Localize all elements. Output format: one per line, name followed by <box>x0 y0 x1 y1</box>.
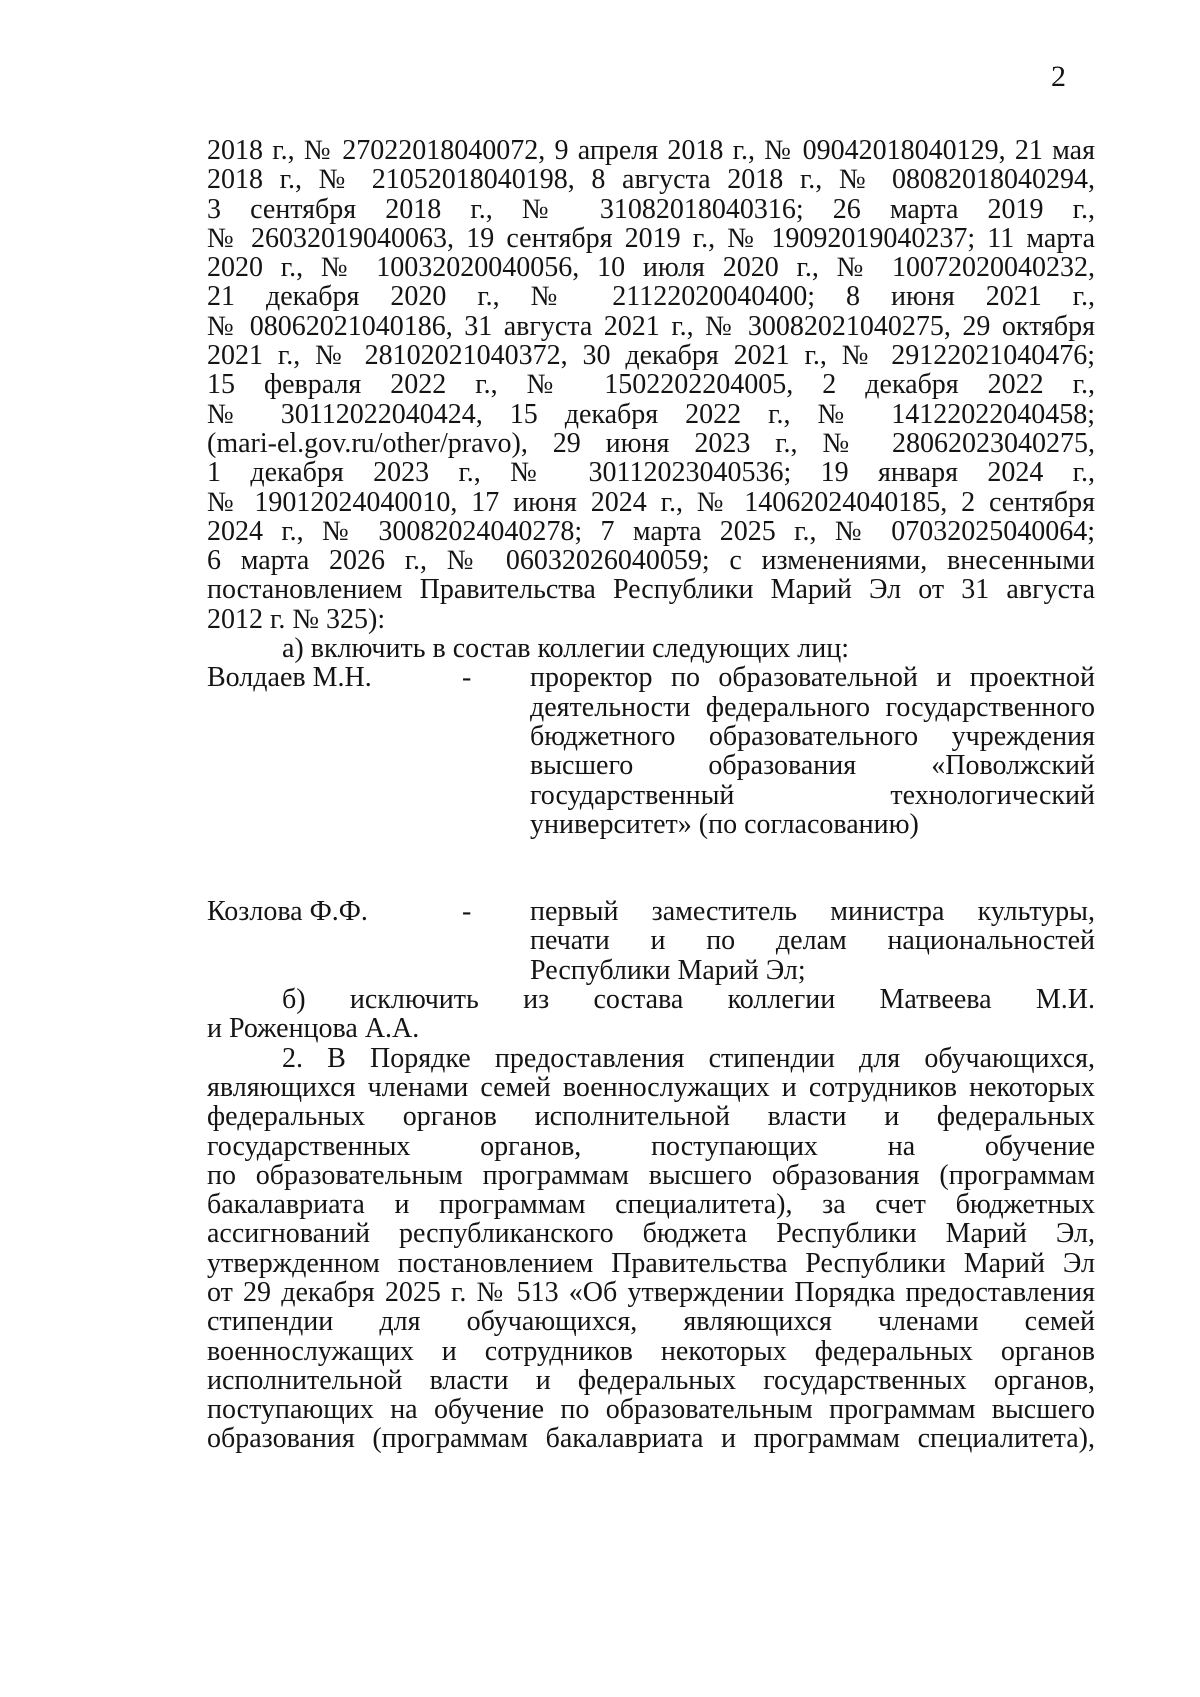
text-line: № 26032019040063, 19 сентября 2019 г., № 19092019040237; 11 марта <box>207 222 1095 254</box>
item-2-paragraph <box>207 1044 1095 1454</box>
text-line: а) включить в состав коллегии следующих лиц: <box>282 633 849 665</box>
text-line: № 19012024040010, 17 июня 2024 г., № 14062024040185, 2 сентября <box>207 486 1095 518</box>
text-line: высшего образования «Поволжский <box>530 750 1095 782</box>
text-line: утвержденном постановлением Правительства Республики Марий Эл <box>207 1247 1095 1279</box>
text-line: 6 марта 2026 г., № 06032026040059; с изменениями, внесенными <box>207 545 1095 577</box>
text-line: федеральных органов исполнительной власти и федеральных <box>207 1101 1095 1133</box>
text-line: 2012 г. № 325): <box>207 603 386 635</box>
text-line: бакалавриата и программам специалитета), за счет бюджетных <box>207 1189 1095 1221</box>
item-a-paragraph <box>207 634 1095 663</box>
text-line: военнослужащих и сотрудников некоторых федеральных органов <box>207 1335 1095 1367</box>
text-line: печати и по делам национальностей <box>530 925 1095 957</box>
text-line: 15 февраля 2022 г., № 1502202204005, 2 декабря 2022 г., <box>207 369 1095 401</box>
text-line: 2021 г., № 28102021040372, 30 декабря 2021 г., № 29122021040476; <box>207 340 1095 372</box>
page-number: 2 <box>1051 60 1066 93</box>
text-line: по образовательным программам высшего образования (программам <box>207 1159 1095 1191</box>
text-line: первый заместитель министра культуры, <box>530 896 1095 928</box>
text-line: являющихся членами семей военнослужащих и сотрудников некоторых <box>207 1071 1095 1103</box>
text-line: 21 декабря 2020 г., № 21122020040400; 8 июня 2021 г., <box>207 281 1095 313</box>
text-line: 3 сентября 2018 г., № 31082018040316; 26 марта 2019 г., <box>207 193 1095 225</box>
text-line: постановлением Правительства Республики Марий Эл от 31 августа <box>207 574 1095 606</box>
text-line: 1 декабря 2023 г., № 30112023040536; 19 января 2024 г., <box>207 457 1095 489</box>
member-entry <box>207 897 1095 985</box>
text-line: ассигнований республиканского бюджета Республики Марий Эл, <box>207 1218 1095 1250</box>
text-line: государственный технологический <box>530 779 1095 811</box>
text-line: и Роженцова А.А. <box>207 1013 420 1045</box>
member-dash: - <box>462 896 472 928</box>
member-dash: - <box>462 662 472 694</box>
member-description <box>530 897 1095 985</box>
text-line: проректор по образовательной и проектной <box>530 662 1095 694</box>
text-line: образования (программам бакалавриата и программам специалитета), <box>207 1423 1095 1455</box>
member-name: Козлова Ф.Ф. <box>207 896 368 928</box>
item-b-paragraph <box>207 985 1095 1044</box>
member-description <box>530 663 1095 839</box>
text-line: № 30112022040424, 15 декабря 2022 г., № 14122022040458; <box>207 398 1095 430</box>
text-line: бюджетного образовательного учреждения <box>530 720 1095 752</box>
document-body <box>207 136 1095 1454</box>
text-line: деятельности федерального государственного <box>530 691 1095 723</box>
intro-paragraph <box>207 136 1095 634</box>
text-line: № 08062021040186, 31 августа 2021 г., № 30082021040275, 29 октября <box>207 310 1095 342</box>
member-name: Волдаев М.Н. <box>207 662 372 694</box>
text-line: 2020 г., № 10032020040056, 10 июля 2020 г., № 10072020040232, <box>207 252 1095 284</box>
text-line: 2018 г., № 21052018040198, 8 августа 2018 г., № 08082018040294, <box>207 164 1095 196</box>
text-line: 2. В Порядке предоставления стипендии для обучающихся, <box>282 1042 1095 1074</box>
text-line: государственных органов, поступающих на обучение <box>207 1130 1095 1162</box>
text-line: стипендии для обучающихся, являющихся членами семей <box>207 1306 1095 1338</box>
text-line: поступающих на обучение по образовательным программам высшего <box>207 1394 1095 1426</box>
text-line: от 29 декабря 2025 г. № 513 «Об утверждении Порядка предоставления <box>207 1276 1095 1308</box>
text-line: 2024 г., № 30082024040278; 7 марта 2025 г., № 07032025040064; <box>207 515 1095 547</box>
text-line: (mari-el.gov.ru/other/pravo), 29 июня 2023 г., № 28062023040275, <box>207 427 1095 459</box>
text-line: б) исключить из состава коллегии Матвеева М.И. <box>282 984 1095 1016</box>
member-entry <box>207 663 1095 839</box>
text-line: исполнительной власти и федеральных государственных органов, <box>207 1364 1095 1396</box>
text-line: Республики Марий Эл; <box>530 954 806 986</box>
text-line: университет» (по согласованию) <box>530 808 919 840</box>
text-line: 2018 г., № 27022018040072, 9 апреля 2018 г., № 09042018040129, 21 мая <box>207 135 1095 166</box>
